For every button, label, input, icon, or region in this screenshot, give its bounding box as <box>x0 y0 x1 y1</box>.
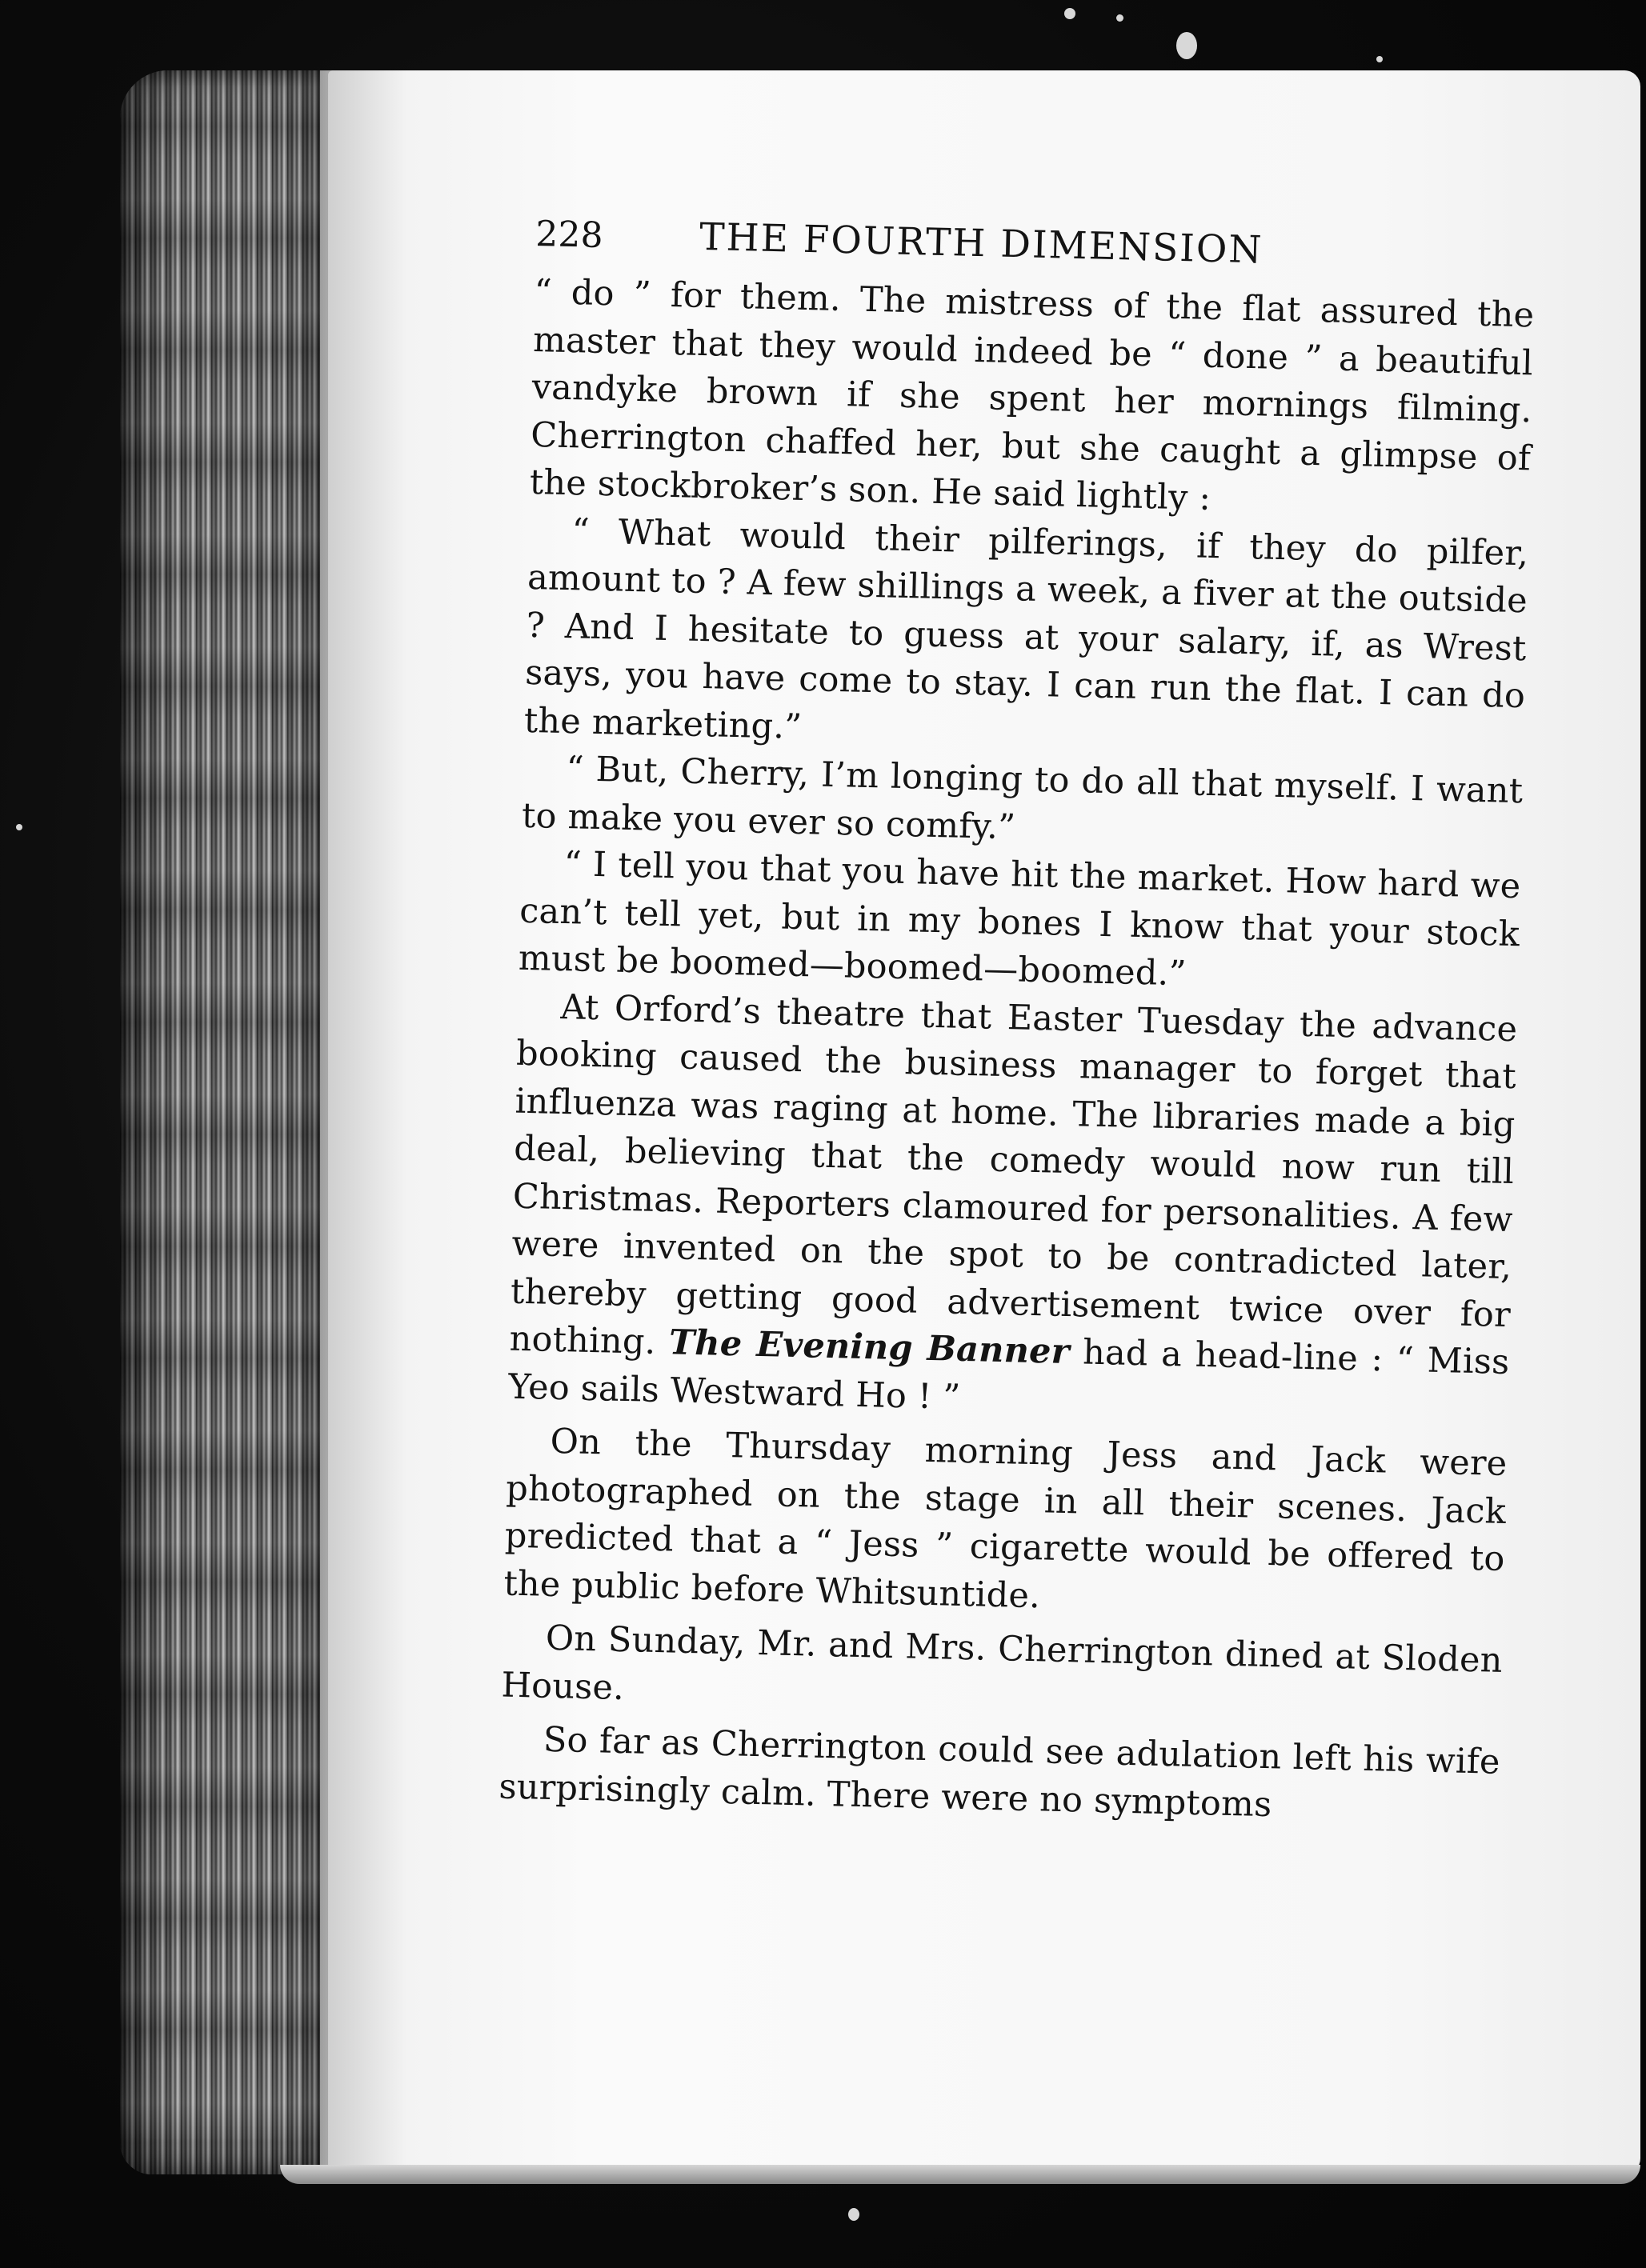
dust-speck <box>1176 32 1197 59</box>
paragraph: On Sunday, Mr. and Mrs. Cherrington dined at Sloden House. <box>500 1618 1504 1708</box>
dust-speck <box>1064 8 1075 19</box>
paragraph: “ do ” for them. The mistress of the flat assured the master that they would indeed be “ done ” a beautiful vandyke brown if she spent her mornings filming. Cherrington chaffed her, but she caught a glimpse of the stockbroker’s son. He said lightly : <box>529 271 1535 518</box>
dust-speck <box>848 2208 859 2221</box>
paragraph: On the Thursday morning Jess and Jack were photographed on the stage in all their scenes. Jack predicted that a “ Jess ” cigarette would be offered to the public before Whitsuntide. <box>503 1421 1508 1616</box>
page-bottom-edge <box>280 2165 1640 2184</box>
paragraph: “ What would their pilferings, if they do pilfer, amount to ? A few shillings a week, a fiver at the outside ? And I hesitate to guess at your salary, if, as Wrest says, you have come to stay. I can run the flat. I can do the marketing.” <box>523 510 1529 747</box>
dust-speck <box>1376 56 1383 62</box>
paragraph <box>508 982 1518 1434</box>
running-title: THE FOURTH DIMENSION <box>699 214 1264 273</box>
page-edges <box>120 70 328 2174</box>
page-number: 228 <box>535 213 604 256</box>
newspaper-title: The Evening Banner <box>668 1322 1071 1373</box>
paragraph: “ I tell you that you have hit the market. How hard we can’t tell yet, but in my bones I know that your stock must be boomed—boomed—boomed.” <box>518 844 1521 994</box>
paragraph-text: At Orford’s theatre that Easter Tuesday the advance booking caused the business manager to forget that influenza was raging at home. The libraries made a big deal, believing that the comedy would now run till Christmas. Reporters clamoured for personalities. A few were invented on the spot to be contradicted later, thereby getting good advertisement twice over for nothing. <box>509 986 1518 1362</box>
dust-speck <box>1116 14 1123 22</box>
paragraph: So far as Cherrington could see adulation left his wife surprisingly calm. There were no symptoms <box>498 1719 1501 1825</box>
dust-speck <box>16 824 22 830</box>
page-text <box>499 210 1536 1834</box>
paragraph-tail: had a head-line : “ Miss Yeo sails Westward Ho ! ” <box>507 1332 1510 1418</box>
paragraph: “ But, Cherry, I’m longing to do all that myself. I want to make you ever so comfy.” <box>521 749 1524 847</box>
